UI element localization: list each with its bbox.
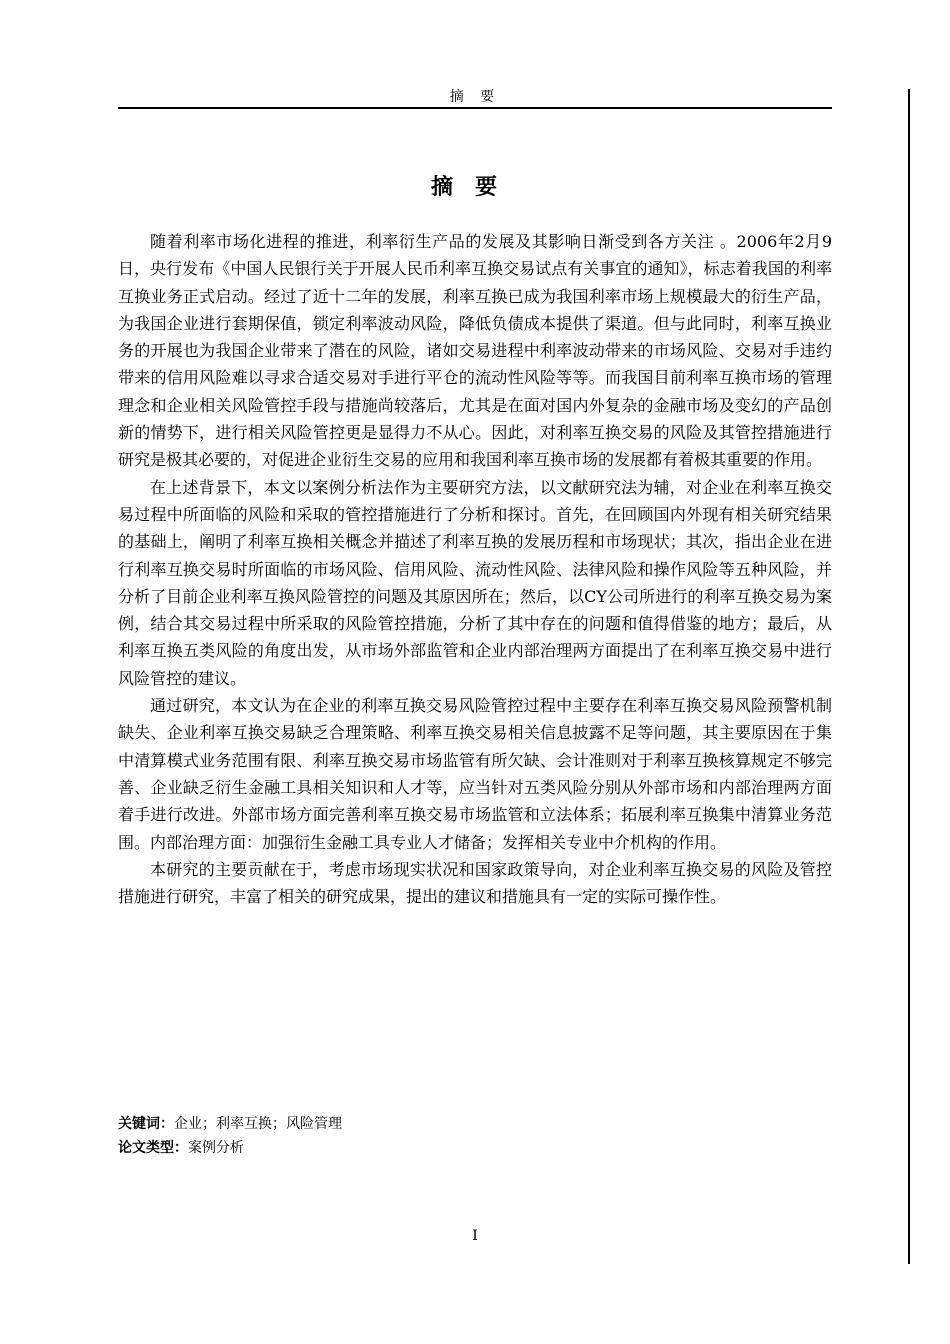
abstract-body <box>118 228 832 910</box>
abstract-paragraph-4: 本研究的主要贡献在于，考虑市场现实状况和国家政策导向，对企业利率互换交易的风险及管控措施进行研究，丰富了相关的研究成果，提出的建议和措施具有一定的实际可操作性。 <box>118 859 832 907</box>
page-title: 摘要 <box>430 174 519 200</box>
abstract-paragraph-2: 在上述背景下，本文以案例分析法作为主要研究方法，以文献研究法为辅，对企业在利率互换交易过程中所面临的风险和采取的管控措施进行了分析和探讨。首先，在回顾国内外现有相关研究结果的基础上，阐明了利率互换相关概念并描述了利率互换的发展历程和市场现状；其次，指出企业在进行利率互换交易时所面临的市场风险、信用风险、流动性风险、法律风险和操作风险等五种风险，并分析了目前企业利率互换风险管控的问题及其原因所在；然后，以CY公司所进行的利率互换交易为案例，结合其交易过程中所采取的风险管控措施，分析了其中存在的问题和值得借鉴的地方；最后，从利率互换五类风险的角度出发，从市场外部监管和企业内部治理两方面提出了在利率互换交易中进行风险管控的建议。 <box>118 477 832 688</box>
abstract-meta <box>118 1112 342 1160</box>
paper-type-label: 论文类型： <box>118 1140 188 1156</box>
keywords-value: 企业；利率互换；风险管理 <box>174 1116 342 1132</box>
header-rule <box>118 107 832 109</box>
page-number: I <box>472 1228 478 1244</box>
abstract-paragraph-1: 随着利率市场化进程的推进，利率衍生产品的发展及其影响日渐受到各方关注 。2006年2月9日，央行发布《中国人民银行关于开展人民币利率互换交易试点有关事宜的通知》，标志着我国的利率互换业务正式启动。经过了近十二年的发展，利率互换已成为我国利率市场上规模最大的衍生产品，为我国企业进行套期保值，锁定利率波动风险，降低负债成本提供了渠道。但与此同时，利率互换业务的开展也为我国企业带来了潜在的风险，诸如交易进程中利率波动带来的市场风险、交易对手违约带来的信用风险难以寻求合适交易对手进行平仓的流动性风险等等。而我国目前利率互换市场的管理理念和企业相关风险管控手段与措施尚较落后，尤其是在面对国内外复杂的金融市场及变幻的产品创新的情势下，进行相关风险管控更是显得力不从心。因此，对利率互换交易的风险及其管控措施进行研究是极其必要的，对促进企业衍生交易的应用和我国利率互换市场的发展都有着极其重要的作用。 <box>118 232 832 470</box>
paper-type-value: 案例分析 <box>188 1140 244 1156</box>
keywords-label: 关键词： <box>118 1116 174 1132</box>
keywords-line <box>118 1112 342 1136</box>
abstract-paragraph-3: 通过研究，本文认为在企业的利率互换交易风险管控过程中主要存在利率互换交易风险预警机制缺失、企业利率互换交易缺乏合理策略、利率互换交易相关信息披露不足等问题，其主要原因在于集中清算模式业务范围有限、利率互换交易市场监管有所欠缺、会计准则对于利率互换核算规定不够完善、企业缺乏衍生金融工具相关知识和人才等，应当针对五类风险分别从外部市场和内部治理两方面着手进行改进。外部市场方面完善利率互换交易市场监管和立法体系；拓展利率互换集中清算业务范围。内部治理方面：加强衍生金融工具专业人才储备；发挥相关专业中介机构的作用。 <box>118 696 832 852</box>
running-header: 摘 要 <box>449 89 501 105</box>
paper-type-line <box>118 1136 342 1160</box>
margin-line <box>908 89 910 1264</box>
